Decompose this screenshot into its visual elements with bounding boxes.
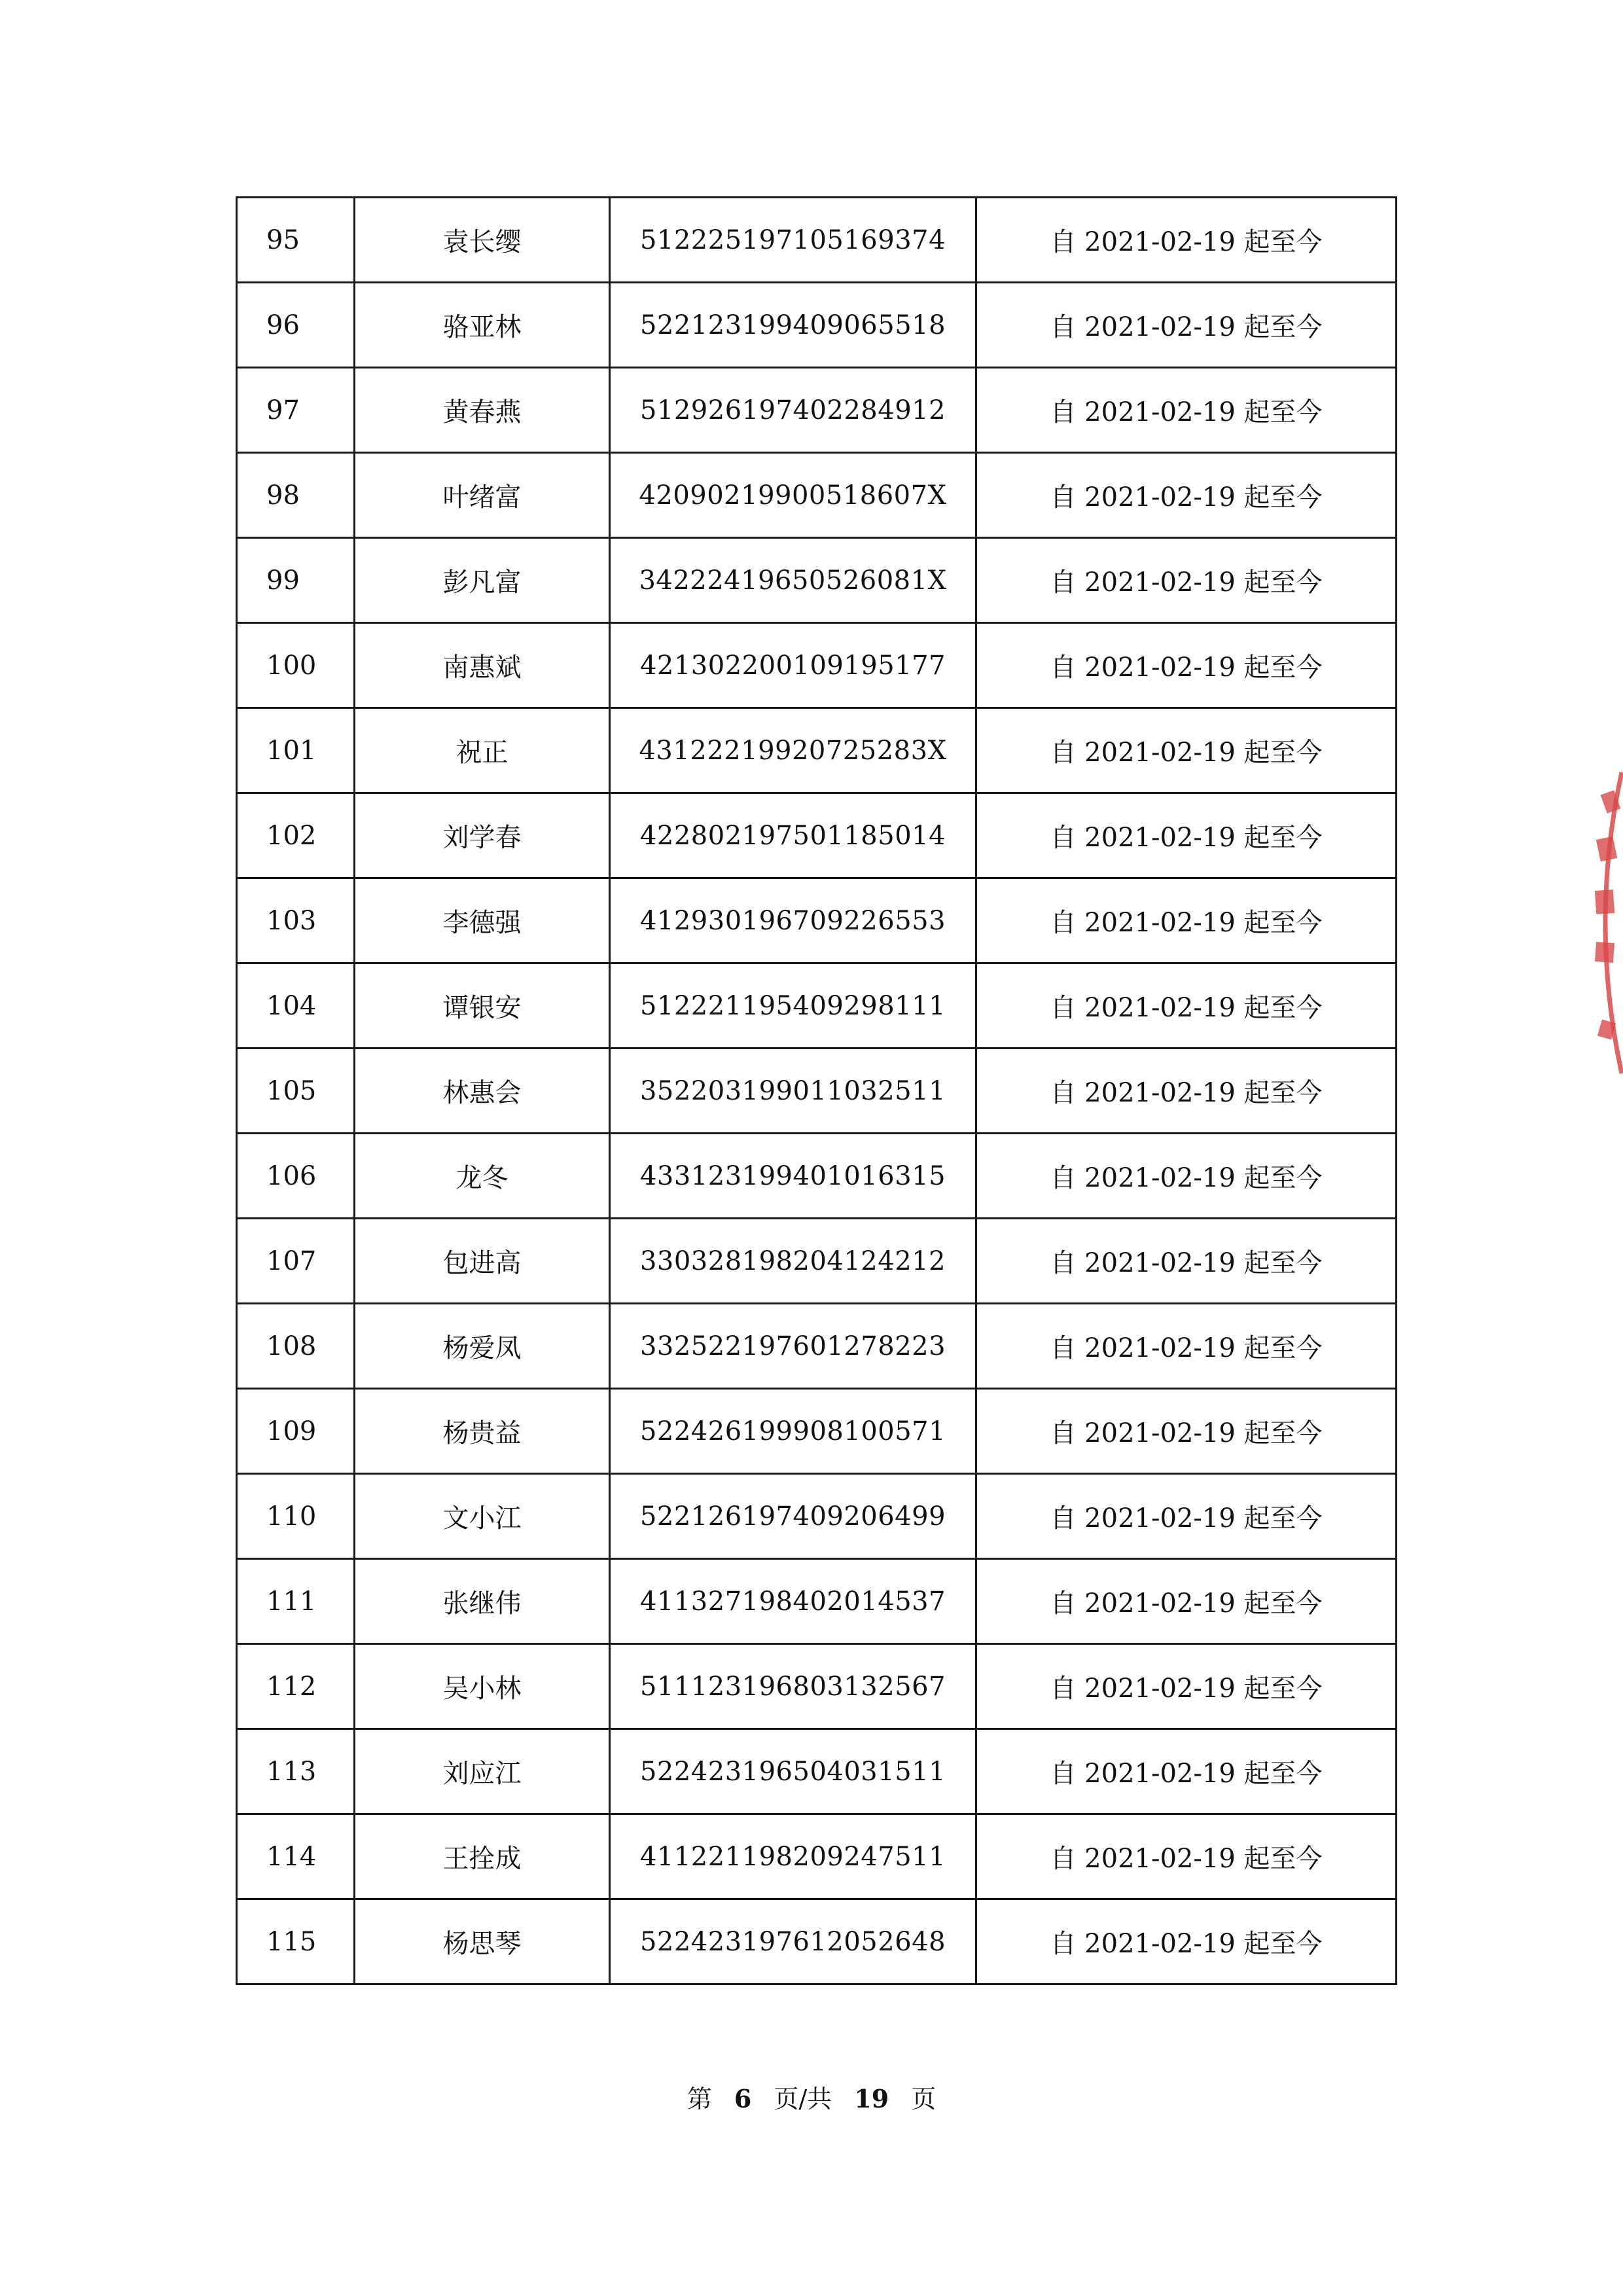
id-number-cell: 412930196709226553 [610,878,976,963]
name-cell: 杨思琴 [355,1899,610,1984]
period-cell: 自 2021-02-19 起至今 [976,1474,1397,1559]
table-row [237,453,1397,538]
period-cell: 自 2021-02-19 起至今 [976,453,1397,538]
table-row [237,1729,1397,1814]
table-row [237,1134,1397,1219]
period-cell: 自 2021-02-19 起至今 [976,1814,1397,1899]
table-row [237,1474,1397,1559]
table-row [237,963,1397,1049]
name-cell: 刘应江 [355,1729,610,1814]
period-cell: 自 2021-02-19 起至今 [976,1049,1397,1134]
row-number-cell: 101 [237,708,355,793]
name-cell: 王拴成 [355,1814,610,1899]
period-cell: 自 2021-02-19 起至今 [976,793,1397,878]
id-number-cell: 522426199908100571 [610,1389,976,1474]
row-number-cell: 113 [237,1729,355,1814]
footer-suffix: 页 [911,2085,936,2113]
id-number-cell: 522423197612052648 [610,1899,976,1984]
page-footer [0,2079,1623,2115]
period-cell: 自 2021-02-19 起至今 [976,538,1397,623]
row-number-cell: 99 [237,538,355,623]
name-cell: 文小江 [355,1474,610,1559]
row-number-cell: 107 [237,1219,355,1304]
row-number-cell: 112 [237,1644,355,1729]
name-cell: 杨爱凤 [355,1304,610,1389]
period-cell: 自 2021-02-19 起至今 [976,1219,1397,1304]
row-number-cell: 97 [237,368,355,453]
period-cell: 自 2021-02-19 起至今 [976,1389,1397,1474]
name-cell: 彭凡富 [355,538,610,623]
total-pages-number: 19 [854,2084,889,2113]
name-cell: 吴小林 [355,1644,610,1729]
table-body [237,198,1397,1984]
row-number-cell: 109 [237,1389,355,1474]
name-cell: 谭银安 [355,963,610,1049]
table-row [237,538,1397,623]
table-row [237,1814,1397,1899]
table-row [237,1304,1397,1389]
table-row [237,1049,1397,1134]
row-number-cell: 104 [237,963,355,1049]
footer-prefix: 第 [687,2085,712,2113]
id-number-cell: 522126197409206499 [610,1474,976,1559]
table-row [237,368,1397,453]
row-number-cell: 115 [237,1899,355,1984]
row-number-cell: 108 [237,1304,355,1389]
period-cell: 自 2021-02-19 起至今 [976,1644,1397,1729]
id-number-cell: 43122219920725283X [610,708,976,793]
table-row [237,1219,1397,1304]
table-row [237,1644,1397,1729]
table-row [237,1559,1397,1644]
table-row [237,1899,1397,1984]
id-number-cell: 330328198204124212 [610,1219,976,1304]
row-number-cell: 102 [237,793,355,878]
period-cell: 自 2021-02-19 起至今 [976,1134,1397,1219]
name-cell: 叶绪富 [355,453,610,538]
id-number-cell: 512926197402284912 [610,368,976,453]
id-number-cell: 352203199011032511 [610,1049,976,1134]
name-cell: 黄春燕 [355,368,610,453]
name-cell: 南惠斌 [355,623,610,708]
id-number-cell: 42090219900518607X [610,453,976,538]
period-cell: 自 2021-02-19 起至今 [976,708,1397,793]
name-cell: 杨贵益 [355,1389,610,1474]
row-number-cell: 111 [237,1559,355,1644]
period-cell: 自 2021-02-19 起至今 [976,283,1397,368]
name-cell: 张继伟 [355,1559,610,1644]
table-row [237,708,1397,793]
table-row [237,198,1397,283]
id-number-cell: 433123199401016315 [610,1134,976,1219]
period-cell: 自 2021-02-19 起至今 [976,198,1397,283]
period-cell: 自 2021-02-19 起至今 [976,1304,1397,1389]
period-cell: 自 2021-02-19 起至今 [976,1559,1397,1644]
row-number-cell: 105 [237,1049,355,1134]
name-cell: 祝正 [355,708,610,793]
footer-middle: 页/共 [774,2085,832,2113]
table-row [237,623,1397,708]
id-number-cell: 512221195409298111 [610,963,976,1049]
row-number-cell: 106 [237,1134,355,1219]
row-number-cell: 110 [237,1474,355,1559]
id-number-cell: 411327198402014537 [610,1559,976,1644]
row-number-cell: 103 [237,878,355,963]
id-number-cell: 421302200109195177 [610,623,976,708]
name-cell: 袁长缨 [355,198,610,283]
id-number-cell: 332522197601278223 [610,1304,976,1389]
period-cell: 自 2021-02-19 起至今 [976,623,1397,708]
id-number-cell: 34222419650526081X [610,538,976,623]
period-cell: 自 2021-02-19 起至今 [976,963,1397,1049]
period-cell: 自 2021-02-19 起至今 [976,1899,1397,1984]
id-number-cell: 411221198209247511 [610,1814,976,1899]
table-row [237,283,1397,368]
personnel-table [236,196,1397,1985]
row-number-cell: 100 [237,623,355,708]
table-row [237,793,1397,878]
id-number-cell: 522423196504031511 [610,1729,976,1814]
id-number-cell: 522123199409065518 [610,283,976,368]
current-page-number: 6 [734,2084,752,2113]
table-row [237,878,1397,963]
period-cell: 自 2021-02-19 起至今 [976,368,1397,453]
row-number-cell: 96 [237,283,355,368]
name-cell: 刘学春 [355,793,610,878]
partial-seal-stamp [1584,766,1623,1080]
name-cell: 李德强 [355,878,610,963]
period-cell: 自 2021-02-19 起至今 [976,1729,1397,1814]
id-number-cell: 512225197105169374 [610,198,976,283]
id-number-cell: 511123196803132567 [610,1644,976,1729]
period-cell: 自 2021-02-19 起至今 [976,878,1397,963]
name-cell: 龙冬 [355,1134,610,1219]
row-number-cell: 98 [237,453,355,538]
name-cell: 包进高 [355,1219,610,1304]
name-cell: 林惠会 [355,1049,610,1134]
row-number-cell: 95 [237,198,355,283]
row-number-cell: 114 [237,1814,355,1899]
id-number-cell: 422802197501185014 [610,793,976,878]
name-cell: 骆亚林 [355,283,610,368]
table-row [237,1389,1397,1474]
